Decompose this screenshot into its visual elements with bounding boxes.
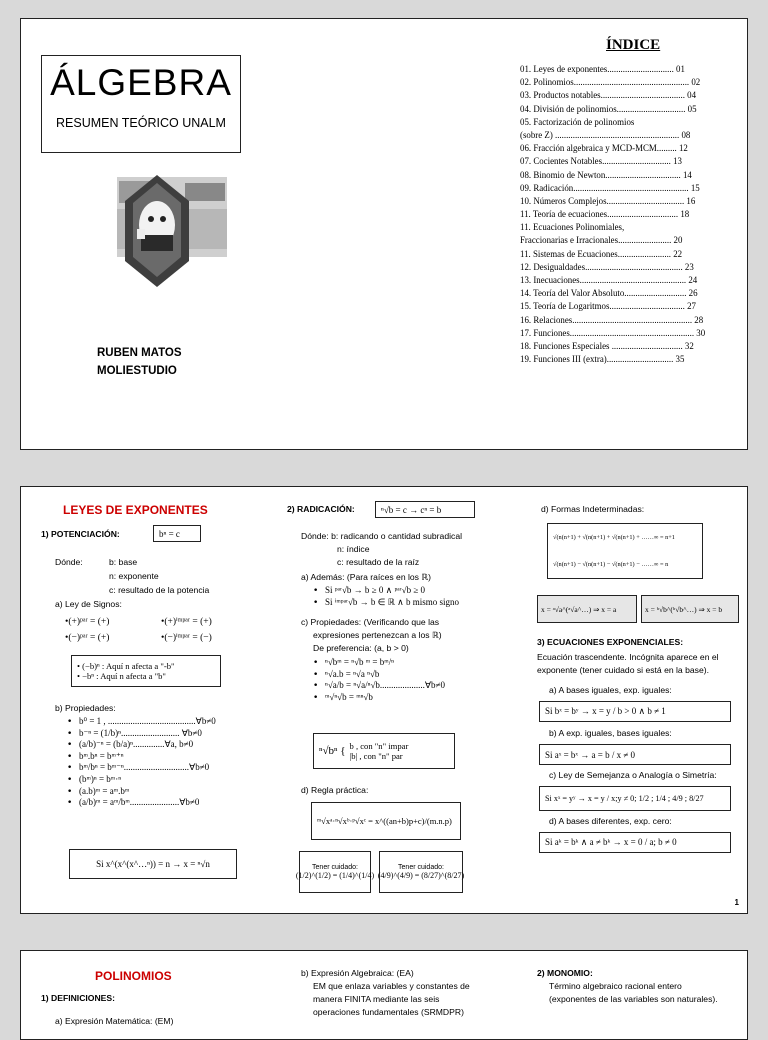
cover-page bbox=[20, 18, 748, 450]
toc-entry[interactable]: 06. Fracción algebraica y MCD-MCM......... 12 bbox=[520, 143, 688, 154]
toc-entry[interactable]: 11. Sistemas de Ecuaciones........................ 22 bbox=[520, 248, 683, 259]
forma-item: √(n(n+1) − √(n(n+1) − √(n(n+1) − ……∞ = n bbox=[553, 561, 669, 568]
rad-property-item: • ⁿ√a.b = ⁿ√a ⁿ√b bbox=[313, 669, 445, 681]
potenciacion-formula: bⁿ = c bbox=[153, 525, 201, 542]
toc-entry[interactable]: 01. Leyes de exponentes.............................. 01 bbox=[520, 64, 685, 74]
toc-entry[interactable]: 03. Productos notables...................................... 04 bbox=[520, 90, 697, 101]
cuidado-formula: (4/9)^(4/9) = (8/27)^(8/27) bbox=[377, 871, 465, 880]
potenciacion-label: 1) POTENCIACIÓN: bbox=[41, 529, 120, 539]
cuidado-box bbox=[379, 851, 463, 893]
ec-a-label: a) A bases iguales, exp. iguales: bbox=[549, 685, 672, 695]
cuidado-box bbox=[295, 851, 375, 893]
donde-label: Dónde: bbox=[55, 557, 83, 567]
ademas-label: a) Además: (Para raíces en los ℝ) bbox=[301, 572, 432, 582]
sign-rule: •(−)ᵖᵃʳ = (+) bbox=[65, 633, 110, 643]
rad-property-item: • ⁿ√bᵐ = ⁿ√b ᵐ = bᵐ/ⁿ bbox=[313, 657, 445, 669]
toc-entry[interactable]: 17. Funciones........................................................ 30 bbox=[520, 327, 706, 338]
formas-box bbox=[547, 523, 703, 579]
toc-entry[interactable]: 09. Radicación.................................................... 15 bbox=[520, 182, 700, 193]
ademas-item: • Si ⁱᵐᵖᵃʳ√b → b ∈ ℝ ∧ b mismo signo bbox=[313, 597, 459, 609]
index-title: ÍNDICE bbox=[606, 37, 661, 53]
author-name: RUBEN MATOS bbox=[97, 347, 182, 359]
toc-entry[interactable]: 13. Inecuaciones................................................ 24 bbox=[520, 275, 698, 285]
monomio-desc: Término algebraico racional entero bbox=[549, 981, 682, 991]
book-title: ÁLGEBRA bbox=[50, 62, 232, 103]
toc-entry[interactable]: 14. Teoría del Valor Absoluto............................ 26 bbox=[520, 288, 698, 299]
property-item: • b⁻ⁿ = (1/b)ⁿ.......................... ∀b≠0 bbox=[67, 728, 216, 740]
def-exponent: n: exponente bbox=[109, 571, 159, 581]
property-item: • b⁰ = 1 , .......................................∀b≠0 bbox=[67, 716, 216, 728]
page-number: 1 bbox=[734, 898, 739, 907]
cuidado-formula: (1/2)^(1/2) = (1/4)^(1/4) bbox=[295, 871, 375, 880]
property-item: • (bᵐ)ⁿ = bᵐ·ⁿ bbox=[67, 774, 216, 786]
table-of-contents bbox=[520, 63, 742, 366]
ec-c-box: Si xˣ = yʸ → x = y / x;y ≠ 0; 1/2 ; 1/4 ; 4/9 ; 8/27 bbox=[539, 786, 731, 811]
toc-entry[interactable]: Fraccionarias e Irracionales........................ 20 bbox=[520, 235, 683, 246]
toc-entry[interactable]: 05. Factorización de polinomios bbox=[520, 116, 635, 127]
ec-a-box: Si bˣ = bʸ → x = y / b > 0 ∧ b ≠ 1 bbox=[539, 701, 731, 722]
propiedades-label: b) Propiedades: bbox=[55, 703, 116, 713]
rad-props-label: c) Propiedades: (Verificando que las bbox=[301, 617, 440, 627]
def-base: b: base bbox=[109, 557, 138, 567]
exponent-laws-page bbox=[20, 486, 748, 914]
ecuaciones-label: 3) ECUACIONES EXPONENCIALES: bbox=[537, 637, 684, 647]
section-heading: LEYES DE EXPONENTES bbox=[63, 503, 208, 517]
toc-entry[interactable]: 02. Polinomios.................................................... 02 bbox=[520, 77, 701, 88]
radicacion-label: 2) RADICACIÓN: bbox=[287, 504, 355, 514]
sign-rule: •(−)ⁱᵐᵖᵃʳ = (−) bbox=[161, 633, 212, 643]
rad-def-radicand: Dónde: b: radicando o cantidad subradical bbox=[301, 531, 463, 541]
sign-note: • −bⁿ : Aquí n afecta a "b" bbox=[77, 671, 166, 681]
ec-d-box: Si aᵏ = bᵏ ∧ a ≠ bᵏ → x = 0 / a; b ≠ 0 bbox=[539, 832, 731, 853]
ec-b-box: Si aˣ = bˣ → a = b / x ≠ 0 bbox=[539, 744, 731, 765]
rad-preference: De preferencia: (a, b > 0) bbox=[313, 643, 409, 653]
forma-item: √(n(n+1) + √(n(n+1) + √(n(n+1) + ……∞ = n+1 bbox=[553, 534, 675, 541]
rad-property-item: • ᵐ√ⁿ√b = ᵐⁿ√b bbox=[313, 692, 445, 704]
brand-name: MOLIESTUDIO bbox=[97, 365, 177, 377]
toc-entry[interactable]: (sobre Z) ........................................................ 08 bbox=[520, 129, 691, 140]
definiciones-label: 1) DEFINICIONES: bbox=[41, 993, 116, 1003]
toc-entry[interactable]: 08. Binomio de Newton.................................. 14 bbox=[520, 169, 692, 180]
property-item: • (a/b)⁻ⁿ = (b/a)ⁿ..............∀a, b≠0 bbox=[67, 739, 216, 751]
toc-entry[interactable]: 18. Funciones Especiales ................................ 32 bbox=[520, 340, 694, 351]
title-box bbox=[41, 55, 241, 153]
ea-desc: manera FINITA mediante las seis bbox=[313, 994, 440, 1004]
case-even: |b| , con "n" par bbox=[349, 751, 403, 761]
toc-entry[interactable]: 11. Teoría de ecuaciones................................ 18 bbox=[520, 209, 690, 220]
toc-entry[interactable]: 19. Funciones III (extra).............................. 35 bbox=[520, 354, 685, 365]
rad-def-index: n: índice bbox=[337, 544, 370, 554]
sign-note: • (−b)ⁿ : Aquí n afecta a "-b" bbox=[77, 661, 175, 671]
ec-b-label: b) A exp. iguales, bases iguales: bbox=[549, 728, 672, 738]
pow-tower-image-b: x = ᵇ√b^(ᵇ√b^…) ⇒ x = b bbox=[641, 595, 739, 623]
rad-props-note: expresiones pertenezcan a los ℝ) bbox=[313, 630, 442, 640]
ec-d-label: d) A bases diferentes, exp. cero: bbox=[549, 816, 672, 826]
radicacion-formula: ⁿ√b = c → cⁿ = b bbox=[375, 501, 475, 518]
ademas-list bbox=[313, 585, 459, 608]
toc-entry[interactable]: 16. Relaciones...................................................... 28 bbox=[520, 314, 704, 325]
exponent-properties-list bbox=[67, 716, 216, 809]
sign-rule: •(+)ᵖᵃʳ = (+) bbox=[65, 617, 110, 627]
section-heading: POLINOMIOS bbox=[95, 969, 172, 983]
property-item: • bᵐ.bⁿ = bᵐ⁺ⁿ bbox=[67, 751, 216, 763]
ecuaciones-desc: exponente (tener cuidado si está en la base). bbox=[537, 665, 709, 675]
ea-label: b) Expresión Algebraica: (EA) bbox=[301, 968, 414, 978]
even-odd-root-box bbox=[313, 733, 455, 769]
formas-label: d) Formas Indeterminadas: bbox=[541, 504, 645, 514]
property-item: • (a.b)ᵐ = aᵐ.bᵐ bbox=[67, 786, 216, 798]
toc-entry[interactable]: 04. División de polinomios............................... 05 bbox=[520, 103, 697, 114]
ec-c-label: c) Ley de Semejanza o Analogía o Simetría: bbox=[549, 770, 717, 780]
power-tower-box: Si x^(x^(x^…ⁿ)) = n → x = ⁿ√n bbox=[69, 849, 237, 879]
polynomials-page bbox=[20, 950, 748, 1040]
case-odd: b , con "n" impar bbox=[349, 741, 409, 751]
regla-formula: ᵐ√xᵃ·ⁿ√xᵇ·ᵖ√xᶜ = x^((an+b)p+c)/(m.n.p) bbox=[311, 802, 461, 840]
toc-entry[interactable]: 15. Teoría de Logaritmos.................................. 27 bbox=[520, 301, 696, 312]
property-item: • bᵐ/bⁿ = bᵐ⁻ⁿ.............................∀b≠0 bbox=[67, 762, 216, 774]
cuidado-title: Tener cuidado: bbox=[312, 864, 358, 871]
sign-note-box bbox=[71, 655, 221, 687]
toc-entry[interactable]: 12. Desigualdades............................................ 23 bbox=[520, 261, 694, 272]
toc-entry[interactable]: 07. Cocientes Notables............................... 13 bbox=[520, 156, 682, 167]
ademas-item: • Si ᵖᵃʳ√b → b ≥ 0 ∧ ᵖᵃʳ√b ≥ 0 bbox=[313, 585, 459, 597]
cuidado-title: Tener cuidado: bbox=[398, 864, 444, 871]
sign-rule: •(+)ⁱᵐᵖᵃʳ = (+) bbox=[161, 617, 212, 627]
toc-entry[interactable]: 10. Números Complejos................................... 16 bbox=[520, 195, 696, 206]
ea-desc: operaciones fundamentales (SRMDPR) bbox=[313, 1007, 464, 1017]
cover-mascot-image bbox=[97, 169, 227, 289]
def-result: c: resultado de la potencia bbox=[109, 585, 210, 595]
monomio-label: 2) MONOMIO: bbox=[537, 968, 593, 978]
em-label: a) Expresión Matemática: (EM) bbox=[55, 1016, 174, 1026]
pow-tower-image-a: x = ᵃ√a^(ᵃ√a^…) ⇒ x = a bbox=[537, 595, 637, 623]
ley-signos-label: a) Ley de Signos: bbox=[55, 599, 122, 609]
ea-desc: EM que enlaza variables y constantes de bbox=[313, 981, 470, 991]
property-item: • (a/b)ᵐ = aᵐ/bᵐ......................∀b≠0 bbox=[67, 797, 216, 809]
rad-def-result: c: resultado de la raíz bbox=[337, 557, 420, 567]
book-subtitle: RESUMEN TEÓRICO UNALM bbox=[56, 116, 226, 130]
rad-properties-list bbox=[313, 657, 445, 703]
toc-entry[interactable]: 11. Ecuaciones Polinomiales, bbox=[520, 222, 625, 233]
ecuaciones-desc: Ecuación trascendente. Incógnita aparece en el bbox=[537, 652, 719, 662]
monomio-desc: (exponentes de las variables son naturales). bbox=[549, 994, 718, 1004]
rad-property-item: • ⁿ√a/b = ⁿ√a/ⁿ√b....................∀b≠0 bbox=[313, 680, 445, 692]
regla-label: d) Regla práctica: bbox=[301, 785, 369, 795]
case-left: ⁿ√bⁿ { bbox=[319, 745, 346, 757]
